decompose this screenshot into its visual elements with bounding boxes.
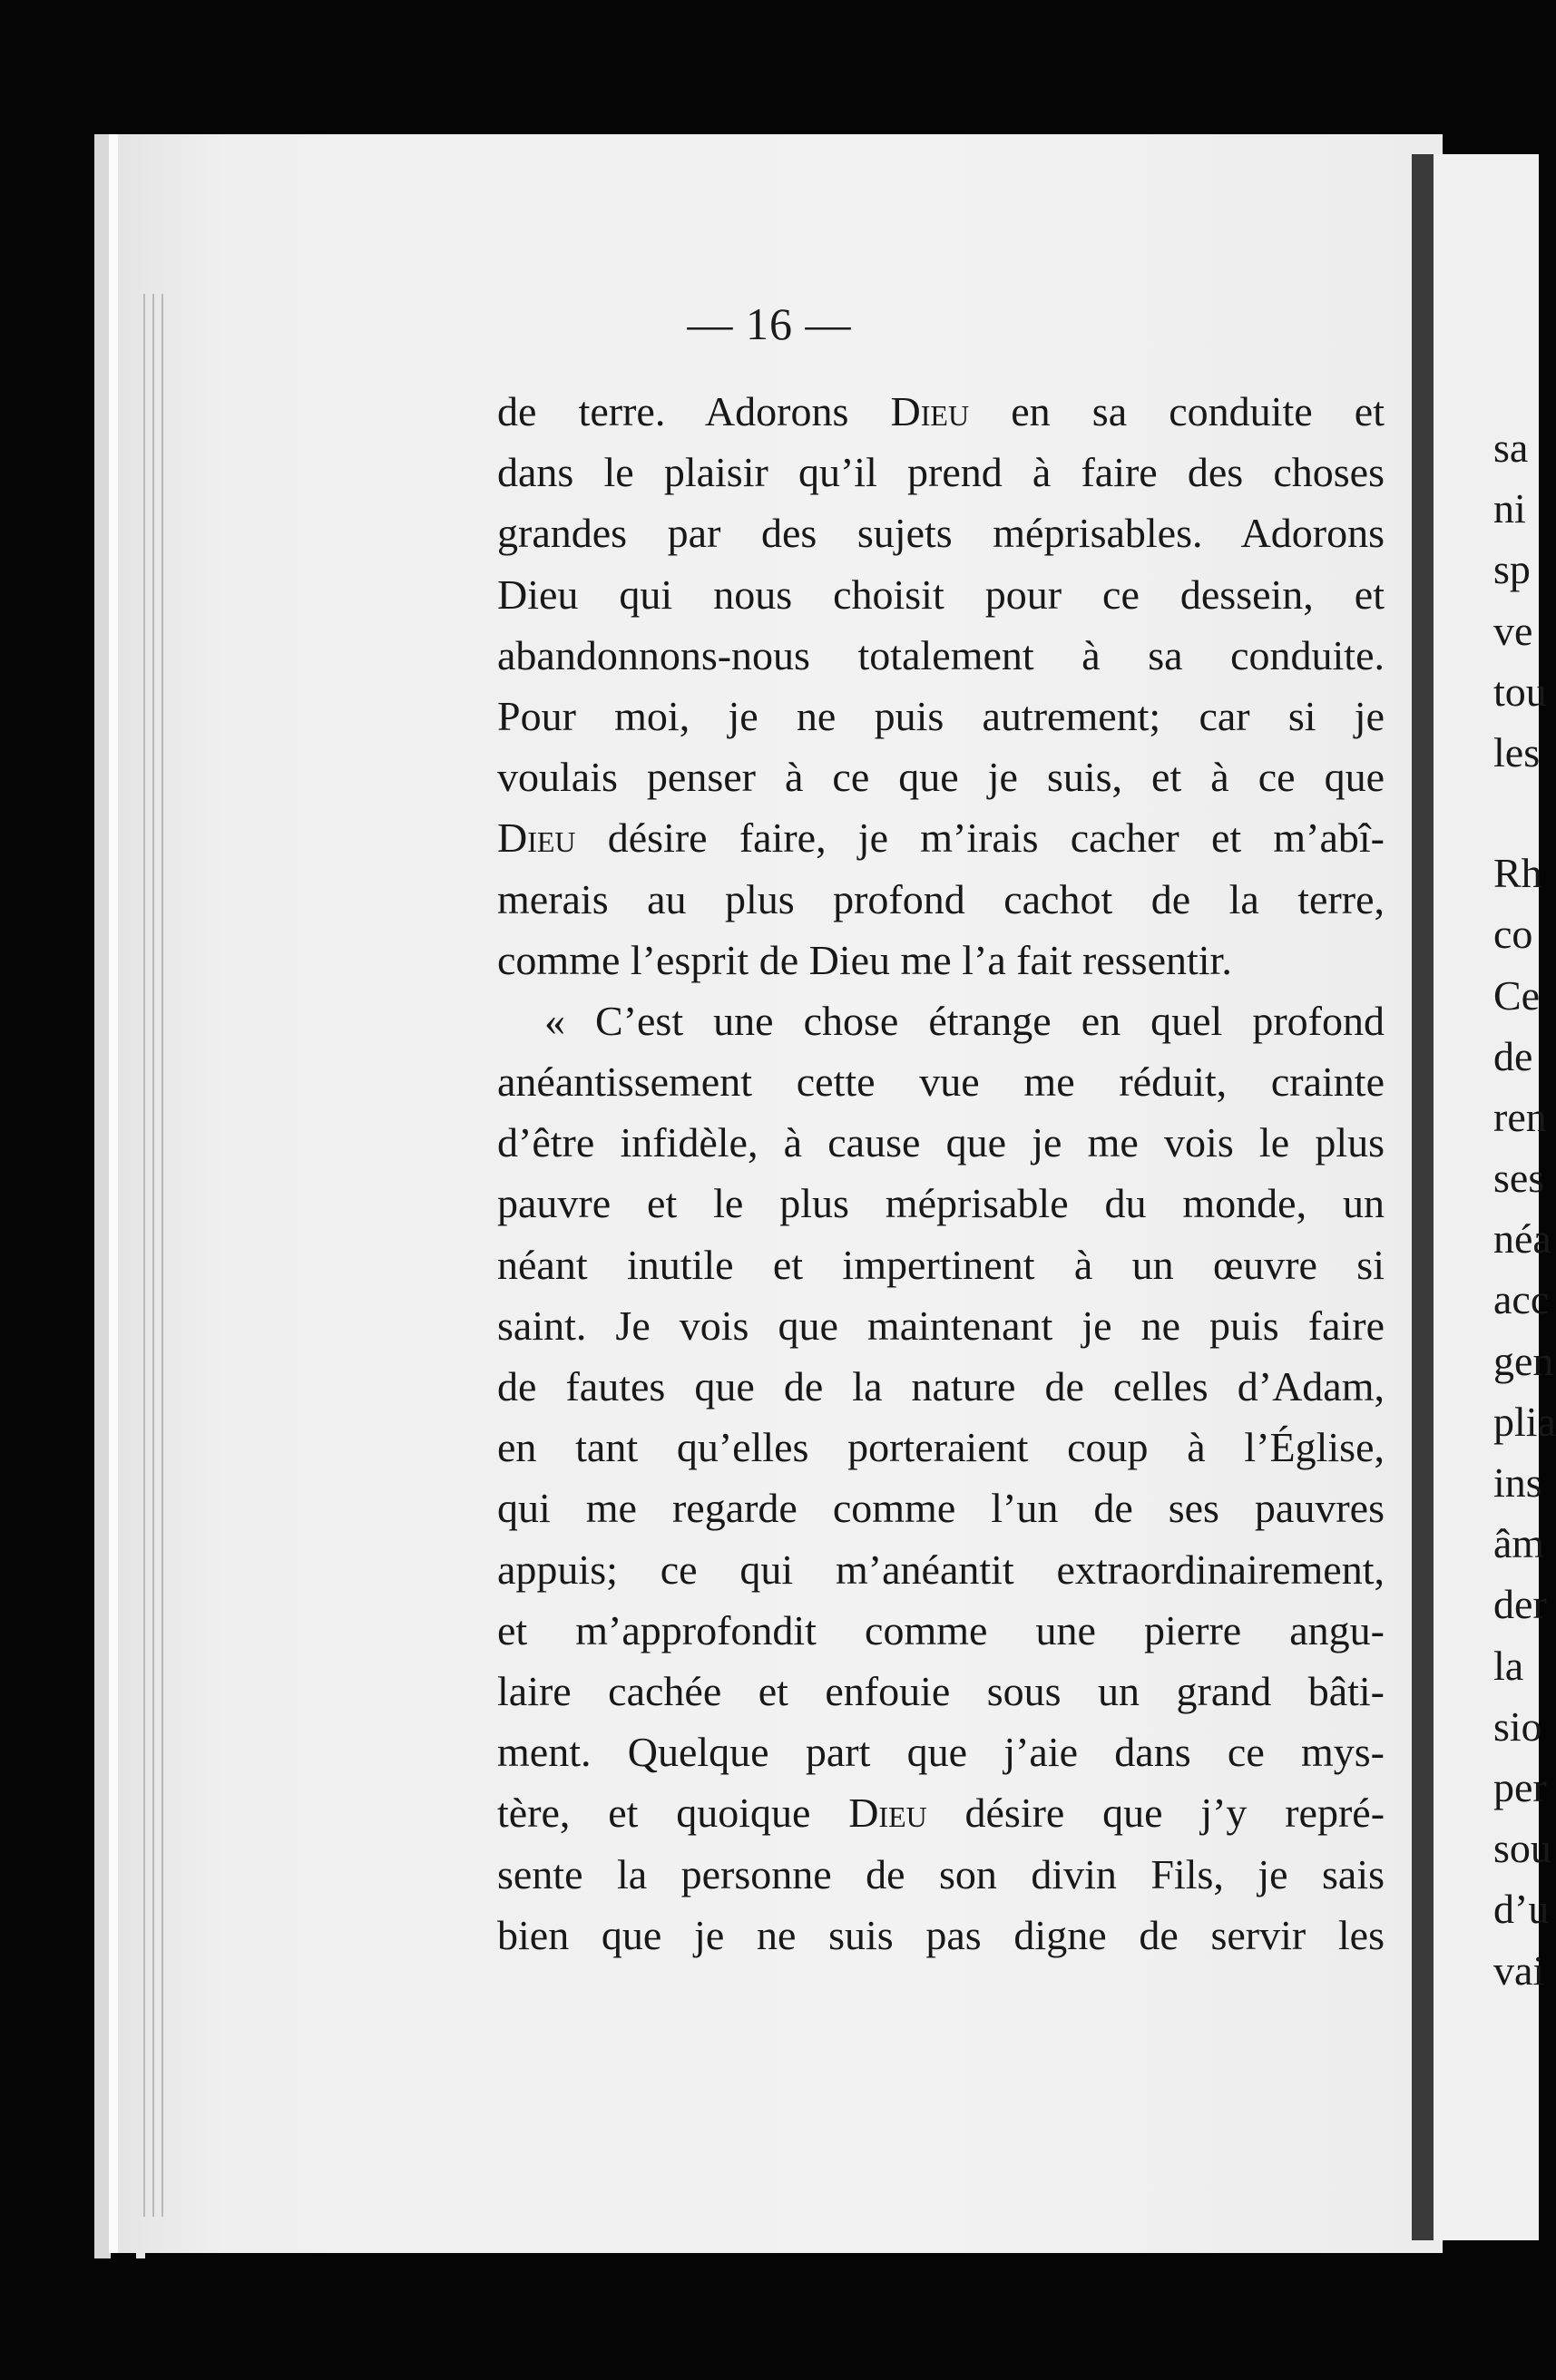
facing-text-line: les [1493, 728, 1541, 775]
book-gutter [1412, 154, 1434, 2240]
text-line: comme l’esprit de Dieu me l’a fait ressentir. [497, 936, 1232, 983]
page-number: — 16 — [687, 298, 852, 349]
text-line: sente la personne de son divin Fils, je sais [497, 1850, 1385, 1897]
text-line: voulais penser à ce que je suis, et à ce que [497, 754, 1385, 801]
text-line: qui me regarde comme l’un de ses pauvres [497, 1485, 1385, 1532]
text-line: abandonnons-nous totalement à sa conduite. [497, 631, 1385, 678]
facing-text-line: plia [1493, 1398, 1556, 1445]
text-line: de terre. Adorons Dieu en sa conduite et [497, 388, 1385, 434]
facing-text-line: Ce [1493, 971, 1541, 1019]
facing-text-line: ni [1493, 485, 1526, 532]
text-line: ment. Quelque part que j’aie dans ce mys- [497, 1729, 1385, 1776]
facing-text-line: sp [1493, 546, 1531, 593]
text-line: en tant qu’elles porteraient coup à l’Église, [497, 1424, 1385, 1471]
text-line: d’être infidèle, à cause que je me vois le plus [497, 1119, 1385, 1166]
facing-text-line: vai [1493, 1946, 1545, 1994]
facing-text-line: la [1493, 1642, 1524, 1689]
facing-text-line: sio [1493, 1702, 1542, 1750]
facing-text-line: âm [1493, 1520, 1545, 1567]
text-line: merais au plus profond cachot de la terre, [497, 875, 1385, 922]
text-line: bien que je ne suis pas digne de servir les [497, 1911, 1385, 1958]
facing-text-line: ve [1493, 607, 1533, 654]
facing-text-line: der [1493, 1581, 1547, 1628]
facing-text-line: ins [1493, 1459, 1542, 1506]
facing-text-line: acc [1493, 1276, 1550, 1323]
text-line: appuis; ce qui m’anéantit extraordinairement, [497, 1546, 1385, 1593]
text-line: Dieu désire faire, je m’irais cacher et m’abî- [497, 814, 1385, 862]
facing-text-line: per [1493, 1763, 1547, 1810]
text-line: et m’approfondit comme une pierre angu- [497, 1606, 1385, 1653]
facing-text-line: néa [1493, 1215, 1551, 1263]
page-text [497, 381, 1385, 1965]
facing-text-line: co [1493, 911, 1533, 958]
page-stack-edge [143, 294, 145, 2217]
facing-text-line: d’u [1493, 1886, 1550, 1933]
text-line: grandes par des sujets méprisables. Adorons [497, 510, 1385, 557]
text-line: tère, et quoique Dieu désire que j’y repré- [497, 1790, 1385, 1837]
text-line: pauvre et le plus méprisable du monde, un [497, 1180, 1385, 1227]
page-stack-edge [152, 294, 154, 2217]
text-line: saint. Je vois que maintenant je ne puis faire [497, 1302, 1385, 1349]
facing-page-text [1493, 417, 1556, 2001]
facing-text-line: de [1493, 1032, 1533, 1079]
facing-text-line: ses [1493, 1155, 1545, 1202]
facing-text-line: sou [1493, 1825, 1551, 1872]
page-stack-edge [161, 294, 163, 2217]
facing-text-line: sa [1493, 424, 1529, 471]
facing-text-line: ren [1493, 1093, 1547, 1140]
facing-text-line: Rh [1493, 850, 1542, 897]
text-line: Dieu qui nous choisit pour ce dessein, et [497, 571, 1385, 618]
text-line: de fautes que de la nature de celles d’Adam, [497, 1363, 1385, 1409]
text-line: néant inutile et impertinent à un œuvre si [497, 1241, 1385, 1288]
facing-text-line: tou [1493, 668, 1547, 715]
text-line: anéantissement cette vue me réduit, crainte [497, 1058, 1385, 1106]
text-line: laire cachée et enfouie sous un grand bâti- [497, 1667, 1385, 1714]
facing-text-line: gen [1493, 1337, 1554, 1384]
text-line: Pour moi, je ne puis autrement; car si je [497, 692, 1385, 739]
text-line: dans le plaisir qu’il prend à faire des choses [497, 449, 1385, 496]
text-line: « C’est une chose étrange en quel profond [544, 997, 1385, 1044]
